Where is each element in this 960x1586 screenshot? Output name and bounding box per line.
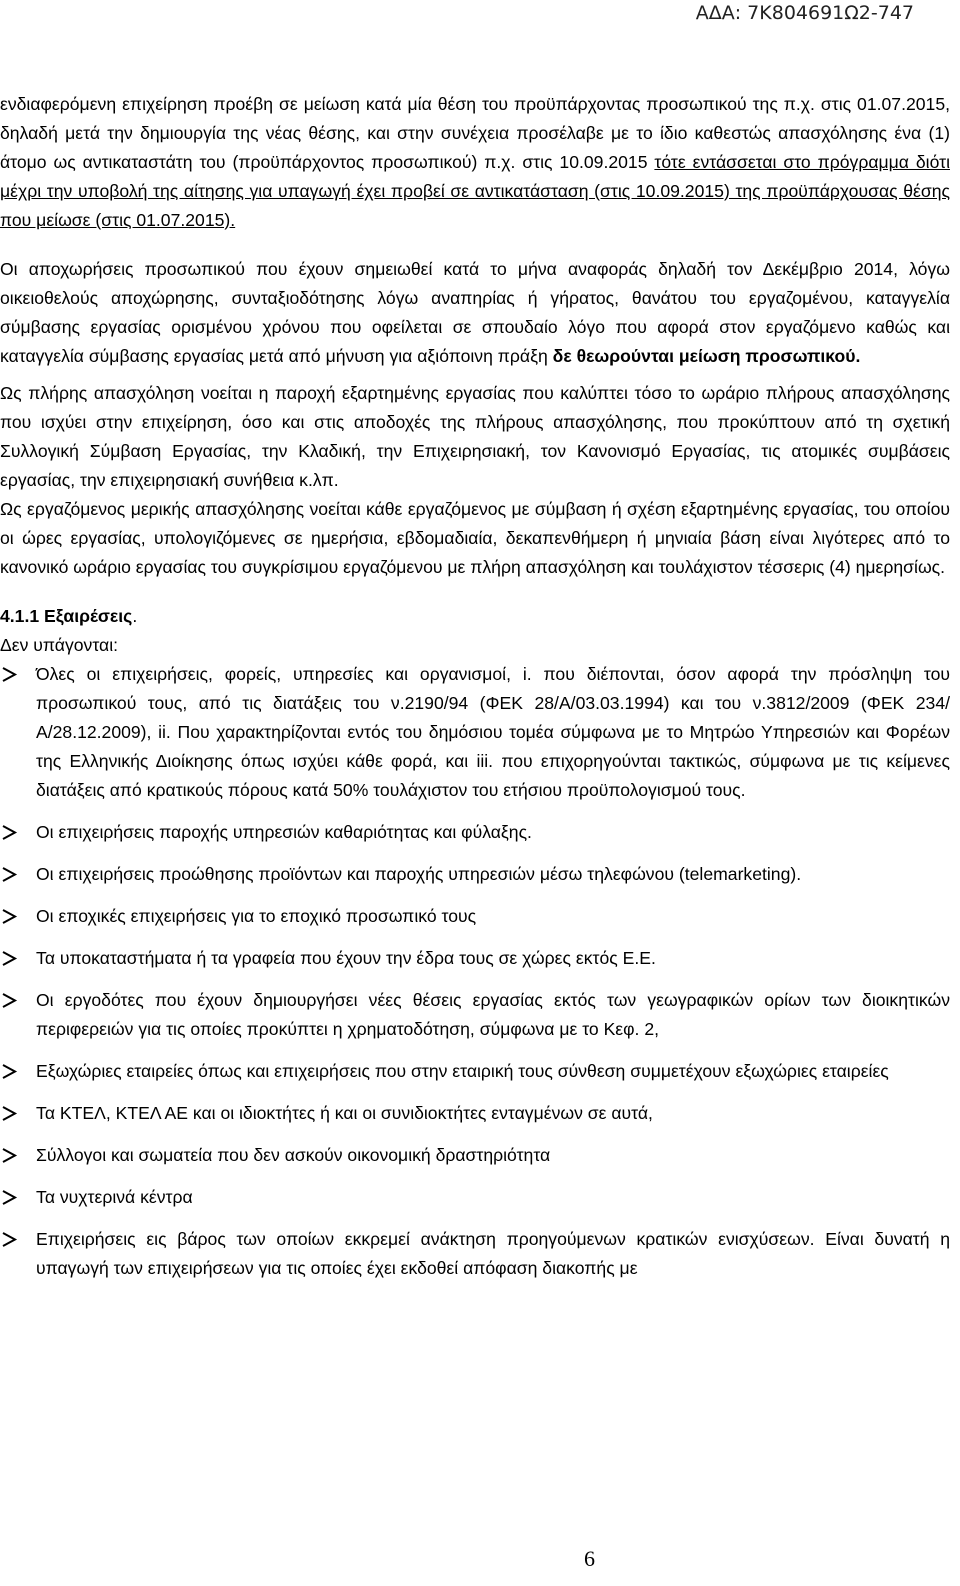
list-item: Τα ΚΤΕΛ, ΚΤΕΛ ΑΕ και οι ιδιοκτήτες ή και οι συνιδιοκτήτες ενταγμένων σε αυτά, bbox=[0, 1099, 950, 1128]
arrowhead-bullet-icon bbox=[0, 1183, 22, 1212]
list-item: Τα νυχτερινά κέντρα bbox=[0, 1183, 950, 1212]
section-heading bbox=[0, 602, 950, 631]
arrowhead-bullet-icon bbox=[0, 860, 22, 889]
paragraph-text: ενδιαφερόμενη επιχείρηση προέβη σε μείωση κατά μία θέση του προϋπάρχοντας προσωπικού της π.χ. στις 01.07.2015, δηλαδή μετά την δημιουργία της νέας θέσης, και στην συνέχεια προσέλαβε με το ίδιο καθεστώς απασχόλησης ένα (1) άτομο ως αντικαταστάτη του (προϋπάρχοντος προσωπικού) π.χ. στις 10.09.2015 bbox=[0, 94, 950, 172]
arrowhead-bullet-icon bbox=[0, 1141, 22, 1170]
section-heading-text: 4.1.1 Εξαιρέσεις bbox=[0, 606, 133, 626]
list-item: Επιχειρήσεις εις βάρος των οποίων εκκρεμεί ανάκτηση προηγούμενων κρατικών ενισχύσεων. Είναι δυνατή η υπαγωγή των επιχειρήσεων για τις οποίες έχει εκδοθεί απόφαση διακοπής με bbox=[0, 1225, 950, 1283]
arrowhead-bullet-icon bbox=[0, 986, 22, 1015]
arrowhead-bullet-icon bbox=[0, 1099, 22, 1128]
arrowhead-bullet-icon bbox=[0, 1225, 22, 1254]
paragraph-text: Οι αποχωρήσεις προσωπικού που έχουν σημειωθεί κατά το μήνα αναφοράς δηλαδή τον Δεκέμβριο 2014, λόγω οικειοθελούς αποχώρησης, συνταξιοδότησης λόγω αναπηρίας ή γήρατος, θανάτου του εργαζομένου, καταγγελία σύμβασης εργασίας ορισμένου χρόνου που οφείλεται σε σπουδαίο λόγο που αφορά στον εργαζόμενο καθώς και καταγγελία σύμβασης εργασίας μετά από μήνυση για αξιόποινη πράξη bbox=[0, 259, 950, 366]
list-item: Σύλλογοι και σωματεία που δεν ασκούν οικονομική δραστηριότητα bbox=[0, 1141, 950, 1170]
document-body bbox=[0, 90, 950, 1296]
arrowhead-bullet-icon bbox=[0, 1057, 22, 1086]
paragraph-part-time: Ως εργαζόμενος μερικής απασχόλησης νοείται κάθε εργαζόμενος με σύμβαση ή σχέση εξαρτημένης εργασίας, του οποίου οι ώρες εργασίας, υπολογιζόμενες σε ημερήσια, εβδομαδιαία, δεκαπενθήμερη ή μηνιαία βάση είναι λιγότερες από το κανονικό ωράριο εργασίας του συγκρίσιμου εργαζόμενου με πλήρη απασχόληση και τουλάχιστον τέσσερις (4) ημερησίως. bbox=[0, 499, 950, 577]
list-item: Οι επιχειρήσεις παροχής υπηρεσιών καθαριότητας και φύλαξης. bbox=[0, 818, 950, 847]
exclusions-list bbox=[0, 660, 950, 1283]
bold-text: δε θεωρούνται μείωση προσωπικού. bbox=[552, 346, 861, 366]
list-item: Οι εποχικές επιχειρήσεις για το εποχικό προσωπικό τους bbox=[0, 902, 950, 931]
section-intro: Δεν υπάγονται: bbox=[0, 635, 119, 655]
underlined-text: τότε εντάσσεται στο πρόγραμμα διότι μέχρι την υποβολή της αίτησης για υπαγωγή έχει προβεί σε αντικατάσταση (στις 10.09.2015) της προϋπάρχουσας θέσης που μείωσε (στις 01.07.2015). bbox=[0, 152, 950, 230]
paragraph-full-time: Ως πλήρης απασχόληση νοείται η παροχή εξαρτημένης εργασίας που καλύπτει τόσο το ωράριο πλήρους απασχόλησης που ισχύει στην επιχείρηση, όσο και στις αποδοχές της πλήρους απασχόλησης, που προκύπτουν από τη σχετική Συλλογική Σύμβαση Εργασίας, την Κλαδική, την Επιχειρησιακή, τον Κανονισμό Εργασίας, τις ατομικές συμβάσεις εργασίας, την επιχειρησιακή συνήθεια κ.λπ. bbox=[0, 383, 950, 490]
list-item: Τα υποκαταστήματα ή τα γραφεία που έχουν την έδρα τους σε χώρες εκτός Ε.Ε. bbox=[0, 944, 950, 973]
paragraph-departures bbox=[0, 255, 950, 371]
page-number: 6 bbox=[584, 1546, 595, 1571]
list-item: Οι επιχειρήσεις προώθησης προϊόντων και παροχής υπηρεσιών μέσω τηλεφώνου (telemarketing). bbox=[0, 860, 950, 889]
arrowhead-bullet-icon bbox=[0, 818, 22, 847]
arrowhead-bullet-icon bbox=[0, 660, 22, 689]
section-heading-dot: . bbox=[132, 606, 138, 626]
ada-code: ΑΔΑ: 7Κ804691Ω2-747 bbox=[695, 2, 914, 24]
list-item: Οι εργοδότες που έχουν δημιουργήσει νέες θέσεις εργασίας εκτός των γεωγραφικών ορίων των διοικητικών περιφερειών για τις οποίες προκύπτει η χρηματοδότηση, σύμφωνα με το Κεφ. 2, bbox=[0, 986, 950, 1044]
arrowhead-bullet-icon bbox=[0, 902, 22, 931]
arrowhead-bullet-icon bbox=[0, 944, 22, 973]
paragraph-replacement-example bbox=[0, 90, 950, 235]
list-item: Εξωχώριες εταιρείες όπως και επιχειρήσεις που στην εταιρική τους σύνθεση συμμετέχουν εξωχώριες εταιρείες bbox=[0, 1057, 950, 1086]
list-item: Όλες οι επιχειρήσεις, φορείς, υπηρεσίες και οργανισμοί, i. που διέπονται, όσον αφορά την πρόσληψη του προσωπικού τους, από τις διατάξεις του ν.2190/94 (ΦΕΚ 28/Α/03.03.1994) και του ν.3812/2009 (ΦΕΚ 234/Α/28.12.2009), ii. Που χαρακτηρίζονται εντός του δημόσιου τομέα σύμφωνα με το Μητρώο Υπηρεσιών και Φορέων της Ελληνικής Διοίκησης όπως ισχύει κάθε φορά, και iii. που επιχορηγούνται τακτικώς, σύμφωνα με τις κείμενες διατάξεις από κρατικούς πόρους κατά 50% τουλάχιστον του ετήσιου προϋπολογισμού τους. bbox=[0, 660, 950, 805]
